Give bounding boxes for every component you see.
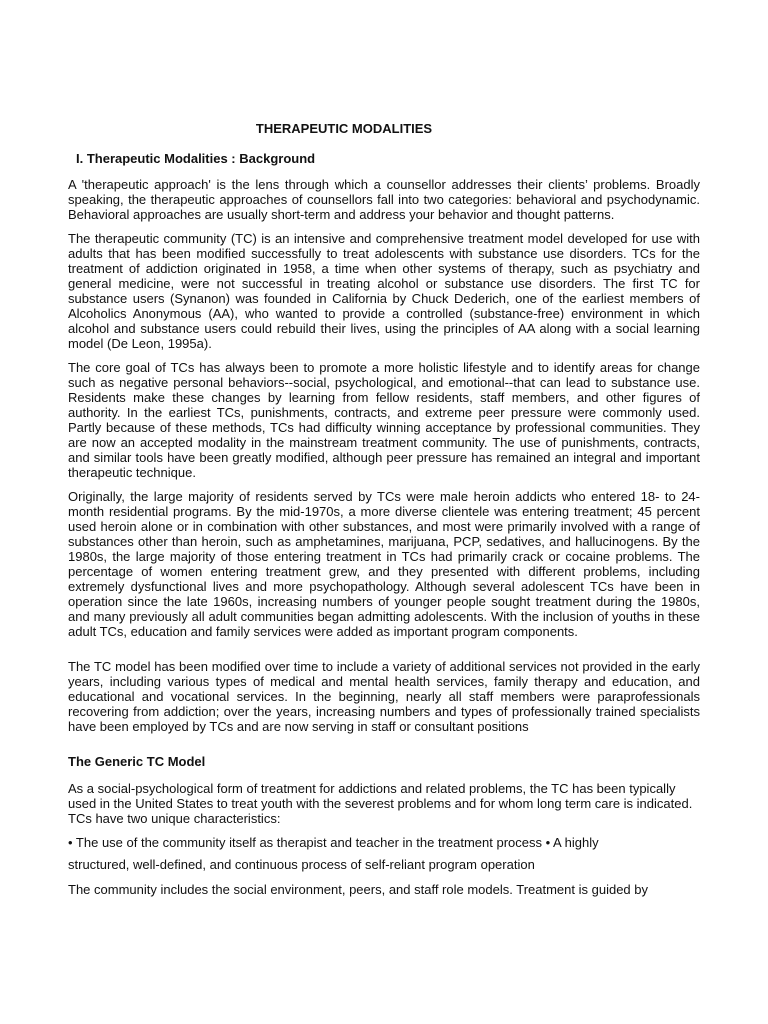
paragraph-generic-tc: As a social-psychological form of treatment for addictions and related problems, the TC has been typically used in the United States to treat youth with the severest problems and for whom long term care is indicated. TCs have two unique characteristics: [68, 781, 693, 826]
paragraph-resident-history: Originally, the large majority of residents served by TCs were male heroin addicts who entered 18- to 24-month residential programs. By the mid-1970s, a more diverse clientele was entering treatment; 45 percent used heroin alone or in combination with other substances, and most were primarily involved with a range of substances other than heroin, such as amphetamines, marijuana, PCP, sedatives, and hallucinogens. By the 1980s, the large majority of those entering treatment in TCs had primarily crack or cocaine problems. The percentage of women entering treatment grew, and they presented with different problems, including extremely dysfunctional lives and more psychopathology. Although several adolescent TCs have been in operation since the late 1960s, increasing numbers of younger people sought treatment during the 1980s, and many previously all adult communities began admitting adolescents. With the inclusion of youths in these adult TCs, education and family services were added as important program components. [68, 489, 700, 639]
paragraph-tc-origins: The therapeutic community (TC) is an intensive and comprehensive treatment model developed for use with adults that has been modified successfully to treat adolescents with substance use disorders. TCs for the treatment of addiction originated in 1958, a time when other systems of therapy, such as psychiatry and general medicine, were not successful in treating alcohol or substance use disorders. The first TC for substance users (Synanon) was founded in California by Chuck Dederich, one of the earliest members of Alcoholics Anonymous (AA), who wanted to provide a controlled (substance-free) environment in which alcohol and substance users could rebuild their lives, using the principles of AA along with a social learning model (De Leon, 1995a). [68, 231, 700, 351]
document-body [68, 177, 700, 906]
subheading-generic-tc-model: The Generic TC Model [68, 754, 206, 769]
section-heading: I. Therapeutic Modalities : Background [76, 151, 316, 166]
document-title: THERAPEUTIC MODALITIES [255, 121, 433, 136]
paragraph-model-changes: The TC model has been modified over time to include a variety of additional services not provided in the early years, including various types of medical and mental health services, family therapy and education, and educational and vocational services. In the beginning, nearly all staff members were paraprofessionals recovering from addiction; over the years, increasing numbers and types of professionally trained specialists have been employed by TCs and are now serving in staff or consultant positions [68, 659, 700, 734]
paragraph-community-environment: The community includes the social environment, peers, and staff role models. Treatment is guided by [68, 882, 648, 897]
paragraph-therapeutic-approach: A 'therapeutic approach' is the lens through which a counsellor addresses their clients’ problems. Broadly speaking, the therapeutic approaches of counsellors fall into two categories: behavioral and psychodynamic. Behavioral approaches are usually short-term and address your behavior and thought patterns. [68, 177, 700, 222]
paragraph-core-goal: The core goal of TCs has always been to promote a more holistic lifestyle and to identify areas for change such as negative personal behaviors--social, psychological, and emotional--that can lead to substance use. Residents make these changes by learning from fellow residents, staff members, and other figures of authority. In the earliest TCs, punishments, contracts, and extreme peer pressure were commonly used. Partly because of these methods, TCs had difficulty winning acceptance by professional communities. They are now an accepted modality in the mainstream treatment community. The use of punishments, contracts, and similar tools have been greatly modified, although peer pressure has remained an integral and important therapeutic technique. [68, 360, 700, 480]
bullet-line-structure: structured, well-defined, and continuous process of self-reliant program operation [68, 857, 535, 872]
bullet-line-community: • The use of the community itself as therapist and teacher in the treatment process • A highly [68, 835, 599, 850]
